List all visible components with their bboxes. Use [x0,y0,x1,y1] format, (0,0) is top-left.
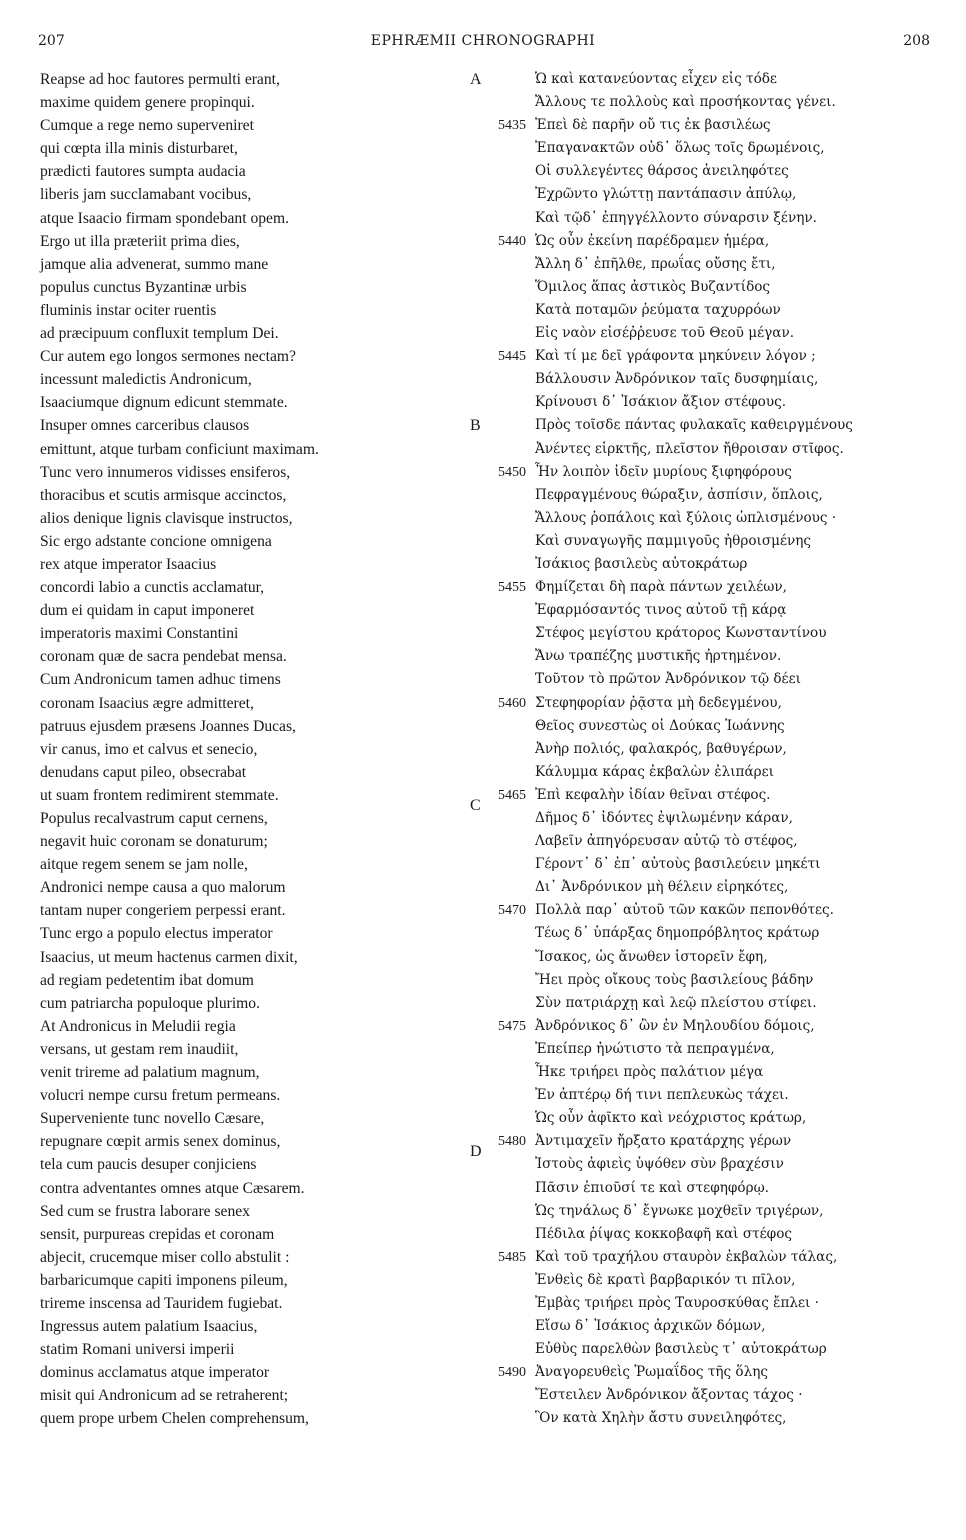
latin-line: cum patriarcha populoque plurimo. [40,994,260,1012]
latin-line: venit trireme ad palatium magnum, [40,1064,260,1082]
greek-line [470,692,940,715]
greek-verse-text: Πεφραγμένους θώραξιν, ἀσπίσιν, ὅπλοις, [535,486,823,503]
greek-line [470,1177,940,1200]
greek-verse-text: Ἴσακος, ὡς ἄνωθεν ἱστορεῖν ἔφη, [535,948,768,965]
greek-line [470,715,940,738]
greek-line [470,137,940,160]
verse-number: 5485 [498,1249,526,1265]
greek-verse-text: Ἄνω τραπέζης μυστικῆς ἠρτημένον. [535,648,782,665]
latin-line: Sed cum se frustra laborare senex [40,1202,250,1220]
greek-column [470,68,940,1431]
latin-line: ad regiam pedetentim ibat domum [40,971,254,989]
greek-line [470,1015,940,1038]
latin-line: coronam quæ de sacra pendebat mensa. [40,648,287,666]
verse-number: 5480 [498,1134,526,1150]
latin-line: contra adventantes omnes atque Cæsarem. [40,1179,305,1197]
greek-line [470,91,940,114]
greek-line [470,183,940,206]
greek-verse-text: Ἰσάκιος βασιλεὺς αὐτοκράτωρ [535,555,748,572]
latin-line: dominus acclamatus atque imperator [40,1364,270,1382]
latin-line: Andronici nempe causa a quo malorum [40,879,286,897]
latin-line: Cum Andronicum tamen adhuc timens [40,671,281,689]
greek-line [470,969,940,992]
greek-verse-text: Ὡς τηνάλως δ᾽ ἔγνωκε μοχθεῖν τριγέρων, [535,1202,824,1219]
latin-line: Insuper omnes carceribus clausos [40,417,250,435]
greek-line [470,992,940,1015]
latin-line: repugnare cœpit armis senex dominus, [40,1133,281,1151]
verse-number: 5490 [498,1365,526,1381]
latin-line: Cumque a rege nemo superveniret [40,117,254,135]
greek-verse-text: Ἰστοὺς ἀφιεὶς ὑψόθεν σὺν βραχέσιν [535,1156,784,1173]
greek-verse-text: Κατὰ ποταμῶν ῥεύματα ταχυρρόων [535,301,781,318]
greek-line [470,1107,940,1130]
greek-line [470,1246,940,1269]
greek-verse-text: Ἐμβὰς τριήρει πρὸς Ταυροσκύθας ἔπλει · [535,1294,820,1311]
greek-verse-text: Καὶ τί με δεῖ γράφοντα μηκύνειν λόγον ; [535,348,816,365]
greek-line [470,253,940,276]
latin-line: versans, ut gestam rem inaudiit, [40,1040,239,1058]
latin-line: rex atque imperator Isaacius [40,555,217,573]
section-marker: B [470,417,481,435]
greek-line [470,368,940,391]
greek-line [470,1315,940,1338]
greek-verse-text: Οἱ συλλεγέντες θάρσος ἀνειληφότες [535,163,789,180]
verse-number: 5440 [498,233,526,249]
latin-line: misit qui Andronicum ad se retraherent; [40,1387,289,1405]
section-marker: A [470,71,482,88]
latin-line: prædicti fautores sumpta audacia [40,163,246,181]
greek-line [470,507,940,530]
greek-verse-text: Πᾶσιν ἐπιοῦσί τε καὶ στεφηφόρῳ. [535,1179,769,1196]
greek-line [470,1292,940,1315]
greek-verse-text: Ἀνέντες εἱρκτῆς, πλεῖστον ἤθροισαν στῖφος. [535,440,844,457]
greek-line [470,1084,940,1107]
greek-line [470,276,940,299]
greek-line [470,830,940,853]
greek-verse-text: Εὐθὺς παρελθὼν βασιλεὺς τ᾽ αὐτοκράτωρ [535,1341,827,1358]
latin-line: Reapse ad hoc fautores permulti erant, [40,71,280,88]
greek-line [470,530,940,553]
latin-line: volucri nempe cursu fretum permeans. [40,1087,281,1105]
greek-verse-text: Καὶ συναγωγῆς παμμιγοῦς ἠθροισμένης [535,532,812,549]
greek-verse-text: Ἐχρῶντο γλώττῃ παντάπασιν ἀπύλῳ, [535,186,797,203]
greek-line [470,784,940,814]
latin-line: sensit, purpureas crepidas et coronam [40,1225,275,1243]
latin-line: Superveniente tunc novello Cæsare, [40,1110,265,1128]
latin-line: Cur autem ego longos sermones nectam? [40,348,296,366]
greek-verse-text: Ἤει πρὸς οἴκους τοὺς βασιλείους βάδην [535,971,814,988]
latin-line: ut suam frontem redimirent stemmate. [40,786,279,804]
greek-verse-text: Τοῦτον τὸ πρῶτον Ἀνδρόνικον τῷ δέει [535,671,801,688]
running-title: EPHRÆMII CHRONOGRAPHI [370,33,596,49]
greek-verse-text: Ὃν κατὰ Χηλὴν ἄστυ συνειληφότες, [535,1410,787,1427]
greek-verse-text: Ἐφαρμόσαντός τινος αὐτοῦ τῇ κάρᾳ [535,602,787,619]
greek-verse-text: Τέως δ᾽ ὑπάρξας δημοπρόβλητος κράτωρ [535,925,820,942]
latin-line: quem prope urbem Chelen comprehensum, [40,1410,309,1428]
verse-number: 5470 [498,903,526,919]
greek-line [470,946,940,969]
greek-verse-text: Ὡ καὶ κατανεύοντας εἶχεν εἰς τόδε [535,71,777,87]
section-marker: D [470,1143,482,1161]
latin-line: Populus recalvastrum caput cernens, [40,810,268,827]
greek-verse-text: Στέφος μεγίστου κράτορος Κωνσταντίνου [535,625,827,642]
greek-line [470,576,940,599]
greek-verse-text: Ἀναγορευθεὶς Ῥωμαΐδος τῆς ὅλης [535,1364,768,1381]
greek-verse-text: Ἔστειλεν Ἀνδρόνικον ἄξοντας τάχος · [535,1387,803,1404]
latin-line: concordi labio a cunctis acclamatur, [40,579,265,597]
greek-verse-text: Ἧκε τριήρει πρὸς παλάτιον μέγα [535,1064,764,1081]
greek-verse-text: Ἄλλους τε πολλοὺς καὶ προσήκοντας γένει. [535,94,836,111]
greek-verse-text: Ἀνὴρ πολιός, φαλακρός, βαθυγέρων, [535,740,787,757]
latin-line: jamque alia advenerat, summo mane [40,255,269,273]
latin-line: aitque regem senem se jam nolle, [40,856,248,874]
latin-line: negavit huic coronam se donaturum; [40,833,268,851]
greek-line [470,645,940,668]
section-marker: C [470,796,481,814]
greek-verse-text: Ἀντιμαχεῖν ἤρξατο κρατάρχης γέρων [535,1133,792,1150]
greek-verse-text: Λαβεῖν ἀπηγόρευσαν αὐτῷ τὸ στέφος, [535,833,798,850]
greek-line [470,299,940,322]
page-number-left: 207 [38,33,65,49]
greek-verse-text: Ἐπείπερ ἠνώτιστο τὰ πεπραγμένα, [535,1040,775,1057]
greek-line [470,230,940,253]
latin-line: denudans caput pileo, obsecrabat [40,763,247,781]
greek-verse-text: Δῆμος δ᾽ ἰδόντες ἐψιλωμένην κάραν, [535,810,793,826]
greek-verse-text: Εἴσω δ᾽ Ἰσάκιος ἀρχικῶν δόμων, [535,1318,766,1335]
greek-verse-text: Ἐνθεὶς δὲ κρατὶ βαρβαρικόν τι πῖλον, [535,1271,796,1288]
greek-verse-text: Ἐπεὶ δὲ παρῆν οὔ τις ἐκ βασιλέως [535,117,771,134]
verse-number: 5435 [498,118,526,134]
latin-line: tantam nuper congeriem perpessi erant. [40,902,286,920]
greek-verse-text: Πολλὰ παρ᾽ αὐτοῦ τῶν κακῶν πεπονθότες. [535,902,834,919]
latin-line: dum ei quidam in caput imponeret [40,602,255,620]
latin-line: imperatoris maximi Constantini [40,625,239,643]
greek-verse-text: Βάλλουσιν Ἀνδρόνικον ταῖς δυσφημίαις, [535,371,819,388]
latin-line: barbaricumque capiti imponens pileum, [40,1271,288,1289]
greek-line [470,599,940,622]
greek-line [470,484,940,507]
greek-line [470,1038,940,1061]
latin-line: Sic ergo adstante concione omnigena [40,532,272,550]
greek-line [470,345,940,368]
greek-verse-text: Πέδιλα ῥίψας κοκκοβαφῆ καὶ στέφος [535,1225,792,1242]
greek-line [470,1223,940,1246]
latin-line: tela cum paucis desuper conjiciens [40,1156,257,1174]
greek-verse-text: Ἄλλους ῥοπάλοις καὶ ξύλοις ὡπλισμένους · [535,509,837,526]
latin-line: maxime quidem genere propinqui. [40,94,255,112]
greek-line [470,322,940,345]
greek-verse-text: Δι᾽ Ἀνδρόνικον μὴ θέλειν εἰρηκότες, [535,879,789,896]
greek-verse-text: Ἀνδρόνικος δ᾽ ὢν ἐν Μηλουδίου δόμοις, [535,1017,815,1034]
greek-verse-text: Καὶ τοῦ τραχήλου σταυρὸν ἐκβαλὼν τάλας, [535,1248,838,1265]
greek-line [470,160,940,183]
greek-verse-text: Θεῖος συνεστὼς οἱ Δούκας Ἰωάννης [535,717,785,734]
greek-verse-text: Εἰς ναὸν εἰσέῤῥευσε τοῦ Θεοῦ μέγαν. [535,325,795,342]
greek-verse-text: Στεφηφορίαν ῥᾷστα μὴ δεδεγμένου, [535,694,782,711]
latin-line: fluminis instar ociter ruentis [40,301,217,319]
greek-line [470,414,940,437]
verse-number: 5445 [498,349,526,365]
latin-line: populus cunctus Byzantinæ urbis [40,278,247,296]
greek-line [470,461,940,484]
latin-line: ad præcipuum confluxit templum Dei. [40,325,279,343]
latin-line: Tunc ergo a populo electus imperator [40,925,273,943]
greek-verse-text: Γέροντ᾽ δ᾽ ἐπ᾽ αὐτοὺς βασιλεύειν μηκέτι [535,856,821,873]
latin-line: statim Romani universi imperii [40,1341,235,1359]
greek-line [470,1153,940,1176]
latin-line: vir canus, imo et calvus et senecio, [40,740,258,758]
latin-line: Ergo ut illa præteriit prima dies, [40,232,240,250]
latin-line: abjecit, crucemque miser collo abstulit : [40,1248,290,1266]
greek-line [470,1338,940,1361]
verse-number: 5455 [498,580,526,596]
greek-line [470,738,940,761]
greek-verse-text: Ὡς οὖν ἀφῖκτο καὶ νεόχριστος κράτωρ, [535,1110,807,1127]
latin-line: Isaacius, ut meum hactenus carmen dixit, [40,948,298,966]
latin-line: coronam Isaacius ægre admitteret, [40,694,254,712]
verse-number: 5460 [498,695,526,711]
greek-line [470,807,940,830]
greek-verse-text: Φημίζεται δὴ παρὰ πάντων χειλέων, [535,579,787,596]
greek-line [470,1407,940,1430]
latin-line: Isaaciumque dignum edicunt stemmate. [40,394,288,412]
latin-line: emittunt, atque turbam conficiunt maximam. [40,440,319,458]
greek-verse-text: Καὶ τῷδ᾽ ἐπηγγέλλοντο σύναρσιν ξένην. [535,209,817,226]
verse-number: 5475 [498,1018,526,1034]
latin-line: thoracibus et scutis armisque accinctos, [40,486,287,504]
latin-column [40,68,460,1431]
latin-line: patruus ejusdem præsens Joannes Ducas, [40,717,296,735]
greek-line [470,391,940,414]
verse-number: 5465 [498,787,526,803]
greek-verse-text: Ἄλλη δ᾽ ἐπῆλθε, πρωΐας οὔσης ἔτι, [535,255,776,272]
latin-line: Ingressus autem palatium Isaacius, [40,1318,258,1336]
greek-line [470,922,940,945]
greek-line [470,761,940,784]
greek-line [470,1384,940,1407]
greek-verse-text: Κρίνουσι δ᾽ Ἰσάκιον ἄξιον στέφους. [535,394,787,411]
greek-verse-text: Ἦν λοιπὸν ἰδεῖν μυρίους ξιφηφόρους [535,463,792,480]
greek-line [470,1200,940,1223]
greek-verse-text: Ὡς οὖν ἐκείνη παρέδραμεν ἡμέρα, [535,232,770,249]
latin-line: alios denique lignis clavisque instructos, [40,509,293,527]
greek-verse-text: Σὺν πατριάρχῃ καὶ λεῷ πλείστου στίφει. [535,994,817,1011]
latin-line: trireme inscensa ad Tauridem fugiebat. [40,1294,283,1312]
greek-line [470,1361,940,1384]
greek-line [470,853,940,876]
greek-line [470,1061,940,1084]
greek-verse-text: Ἐν ἀπτέρῳ δή τινι πεπλευκὼς τάχει. [535,1087,789,1104]
greek-line [470,899,940,922]
latin-line: At Andronicus in Meludii regia [40,1017,236,1035]
greek-line [470,207,940,230]
latin-line: atque Isaacio firmam spondebant opem. [40,209,289,227]
greek-line [470,876,940,899]
greek-verse-text: Ὅμιλος ἅπας ἀστικὸς Βυζαντίδος [535,278,771,295]
latin-line: incessunt maledictis Andronicum, [40,371,252,389]
greek-line [470,553,940,576]
page-number-right: 208 [903,33,930,49]
greek-line [470,622,940,645]
latin-line: Tunc vero innumeros vidisses ensiferos, [40,463,291,481]
greek-line [470,668,940,691]
greek-line [470,1269,940,1292]
page-header [0,33,966,53]
greek-verse-text: Κάλυμμα κάρας ἐκβαλὼν ἐλιπάρει [535,763,774,780]
greek-line [470,114,940,137]
verse-number: 5450 [498,464,526,480]
latin-line: qui cœpta illa minis disturbaret, [40,140,238,158]
greek-line [470,438,940,461]
greek-line [470,1130,940,1161]
greek-line [470,68,940,91]
greek-verse-text: Πρὸς τοῖσδε πάντας φυλακαῖς καθειργμένους [535,417,853,434]
greek-verse-text: Ἐπὶ κεφαλὴν ἰδίαν θεῖναι στέφος. [535,786,771,803]
latin-line: liberis jam succlamabant vocibus, [40,186,252,204]
greek-verse-text: Ἐπαγανακτῶν οὐδ᾽ ὅλως τοῖς δρωμένοις, [535,140,825,157]
